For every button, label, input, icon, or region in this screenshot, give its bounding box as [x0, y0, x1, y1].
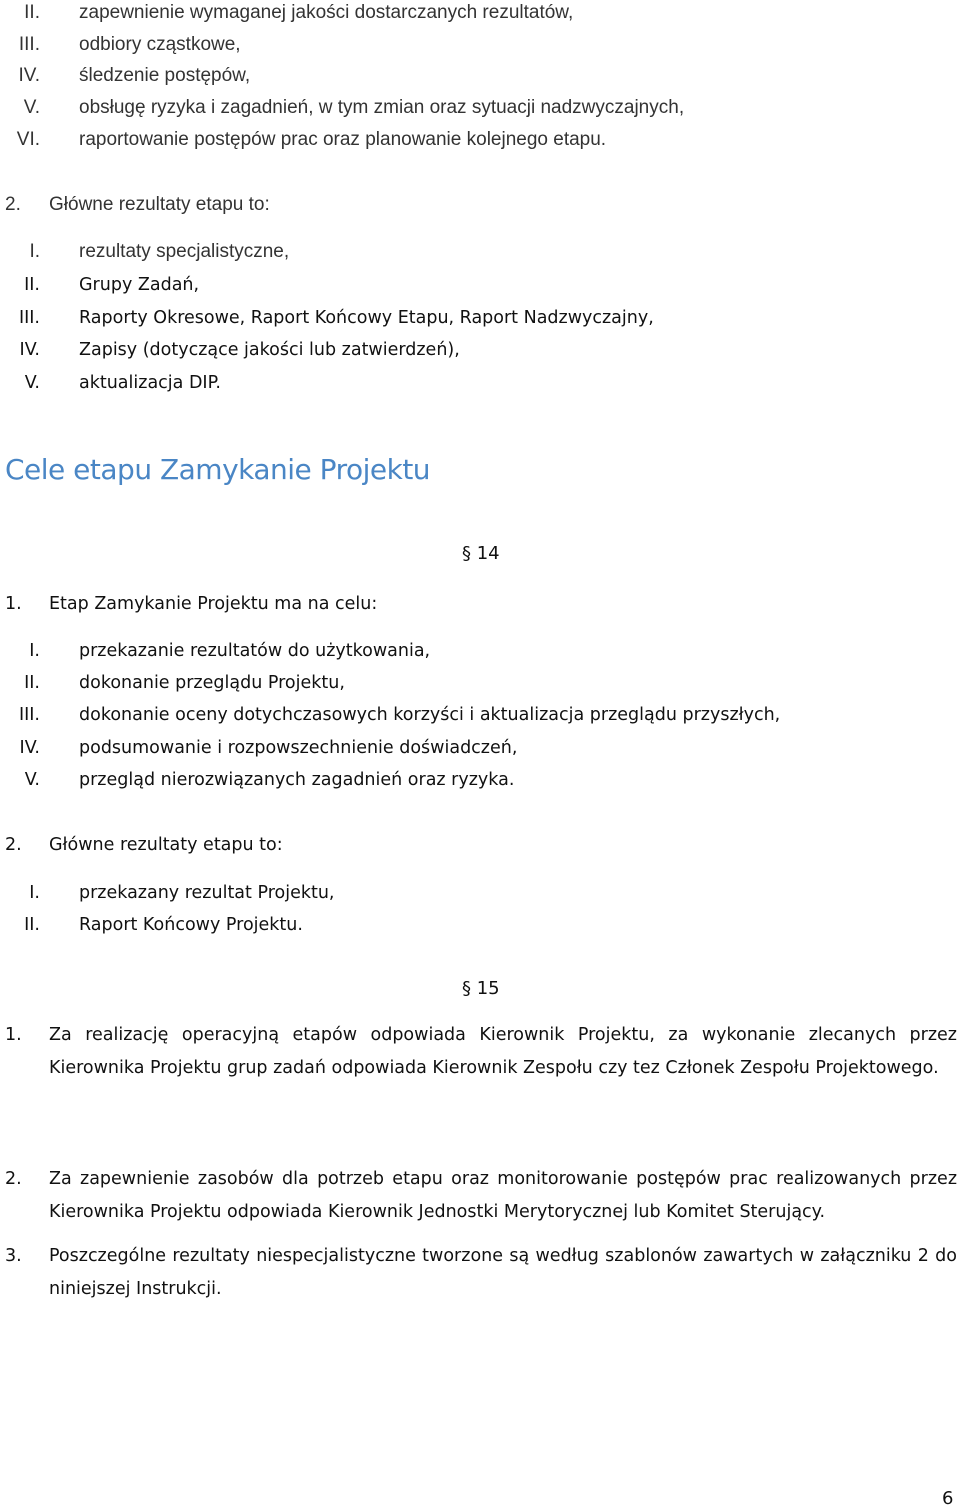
list-text: przegląd nierozwiązanych zagadnień oraz ryzyka.: [79, 770, 515, 790]
list-number: I.: [29, 241, 40, 262]
section-number: 2.: [5, 194, 21, 215]
list-number: I.: [29, 883, 40, 903]
list-text: rezultaty specjalistyczne,: [79, 241, 290, 262]
list-text: Raport Końcowy Projektu.: [79, 915, 303, 935]
list-number: III.: [18, 705, 40, 725]
section-marker: § 15: [462, 978, 500, 999]
list-text: Zapisy (dotyczące jakości lub zatwierdzeń),: [79, 340, 460, 360]
list-number: II.: [24, 275, 40, 295]
list-text: Grupy Zadań,: [79, 275, 200, 295]
page-number: 6: [942, 1488, 954, 1509]
list-number: VI.: [16, 129, 40, 150]
list-text: dokonanie oceny dotychczasowych korzyści i aktualizacja przeglądu przyszłych,: [79, 705, 781, 725]
paragraph-number: 1.: [5, 1025, 22, 1045]
list-text: zapewnienie wymaganej jakości dostarczanych rezultatów,: [79, 2, 574, 23]
list-number: V.: [24, 373, 40, 393]
section-marker: § 14: [462, 543, 500, 564]
list-text: dokonanie przeglądu Projektu,: [79, 673, 345, 693]
list-text: odbiory cząstkowe,: [79, 34, 241, 55]
list-number: II.: [24, 2, 40, 23]
list-text: przekazanie rezultatów do użytkowania,: [79, 641, 431, 661]
list-number: III.: [18, 34, 40, 55]
list-number: II.: [24, 673, 40, 693]
page-title: Cele etapu Zamykanie Projektu: [5, 453, 431, 486]
list-text: aktualizacja DIP.: [79, 373, 221, 393]
section-number: 1.: [5, 594, 22, 614]
list-number: IV.: [19, 340, 40, 360]
section-number: 2.: [5, 835, 22, 855]
list-number: V.: [24, 770, 40, 790]
list-text: śledzenie postępów,: [79, 65, 251, 86]
list-text: podsumowanie i rozpowszechnienie doświadczeń,: [79, 738, 518, 758]
list-number: V.: [23, 97, 40, 118]
list-text: obsługę ryzyka i zagadnień, w tym zmian oraz sytuacji nadzwyczajnych,: [79, 97, 685, 118]
section-text: Główne rezultaty etapu to:: [49, 835, 283, 855]
list-number: III.: [18, 308, 40, 328]
paragraph-number: 3.: [5, 1246, 22, 1266]
paragraph: Za zapewnienie zasobów dla potrzeb etapu oraz monitorowanie postępów prac realizowanych przez Kierownika Projektu odpowiada Kierownik Jednostki Merytorycznej lub Komitet Sterujący.: [49, 1169, 957, 1222]
list-number: II.: [24, 915, 40, 935]
paragraph: Za realizację operacyjną etapów odpowiada Kierownik Projektu, za wykonanie zlecanych przez Kierownika Projektu grup zadań odpowiada Kierownik Zespołu czy tez Członek Zespołu Projektowego.: [49, 1025, 957, 1078]
list-number: IV.: [19, 738, 40, 758]
section-text: Główne rezultaty etapu to:: [49, 194, 270, 215]
list-number: IV.: [18, 65, 40, 86]
section-text: Etap Zamykanie Projektu ma na celu:: [49, 594, 378, 614]
list-number: I.: [29, 641, 40, 661]
paragraph-number: 2.: [5, 1169, 22, 1189]
list-text: Raporty Okresowe, Raport Końcowy Etapu, Raport Nadzwyczajny,: [79, 308, 654, 328]
paragraph: Poszczególne rezultaty niespecjalistyczne tworzone są według szablonów zawartych w załączniku 2 do niniejszej Instrukcji.: [49, 1246, 957, 1299]
list-text: przekazany rezultat Projektu,: [79, 883, 335, 903]
list-text: raportowanie postępów prac oraz planowanie kolejnego etapu.: [79, 129, 607, 150]
